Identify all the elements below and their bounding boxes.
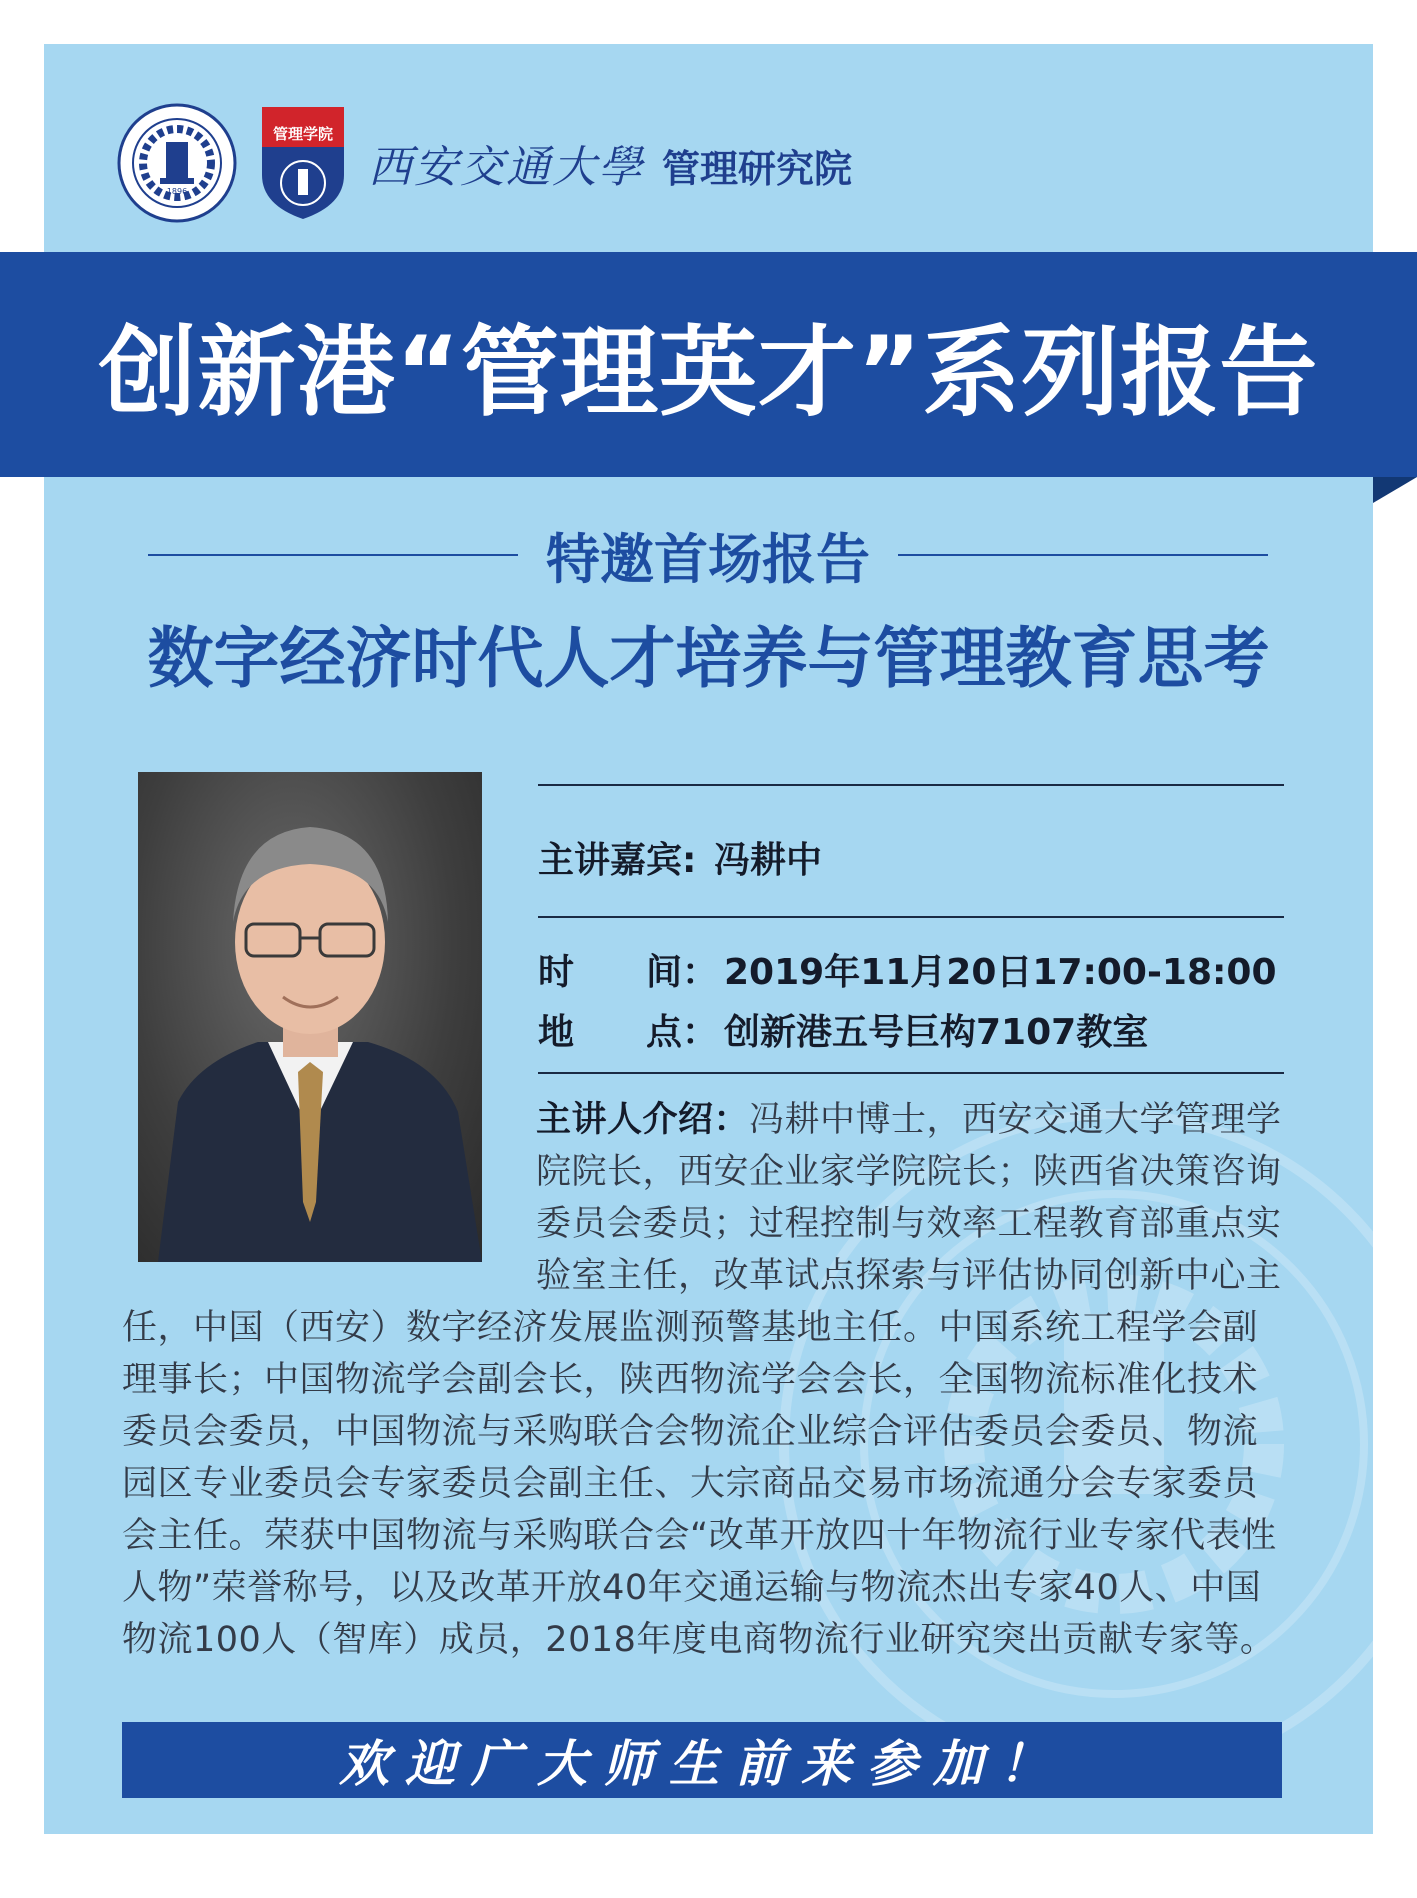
place-value: 创新港五号巨构7107教室 [724, 1012, 1149, 1053]
welcome-banner: 欢迎广大师生前来参加！ [122, 1722, 1282, 1798]
speaker-line [538, 832, 822, 883]
svg-text:管理学院: 管理学院 [272, 125, 334, 143]
bio-continued: 任，中国（西安）数字经济发展监测预警基地主任。中国系统工程学会副理事长；中国物流学会副会长，陕西物流学会会长，全国物流标准化技术委员会委员，中国物流与采购联合会物流企业综合评估委员会委员、物流园区专业委员会专家委员会副主任、大宗商品交易市场流通分会专家委员会主任。荣获中国物流与采购联合会“改革开放四十年物流行业专家代表性人物”荣誉称号，以及改革开放40年交通运输与物流杰出专家40人、中国物流100人（智库）成员，2018年度电商物流行业研究突出贡献专家等。 [122, 1308, 1277, 1660]
speaker-portrait-illustration [138, 772, 482, 1262]
svg-text:1896: 1896 [166, 187, 188, 196]
divider-right [898, 554, 1268, 556]
speaker-name: 冯耕中 [714, 840, 823, 881]
speaker-label: 主讲嘉宾: [538, 840, 697, 881]
rule-top [538, 784, 1284, 786]
rule-middle [538, 916, 1284, 918]
bio-intro [536, 1094, 1288, 1302]
series-title: 创新港“管理英才”系列报告 [98, 316, 1319, 430]
university-name: 西安交通大學 [368, 142, 644, 193]
bio-label: 主讲人介绍： [536, 1100, 750, 1140]
place-line [538, 1004, 1148, 1055]
department-name: 管理研究院 [662, 147, 853, 191]
talk-title: 数字经济时代人才培养与管理教育思考 [147, 620, 1270, 697]
time-label: 时 间： [538, 952, 719, 993]
time-line [538, 944, 1277, 995]
rule-bottom [538, 1072, 1284, 1074]
subheading: 特邀首场报告 [546, 527, 870, 591]
divider-left [148, 554, 518, 556]
header-logos [116, 98, 852, 228]
place-label: 地 点： [538, 1012, 719, 1053]
bio-first: 冯耕中博士，西安交通大学管理学院院长，西安企业家学院院长；陕西省决策咨询委员会委员；过程控制与效率工程教育部重点实验室主任，改革试点探索与评估协同创新中心主 [536, 1100, 1282, 1296]
time-value: 2019年11月20日17:00-18:00 [724, 952, 1277, 993]
xjtu-logo [116, 102, 238, 224]
brand [368, 131, 852, 195]
speaker-photo [138, 772, 482, 1262]
subheading-row [148, 520, 1268, 590]
title-band-fold [1373, 477, 1417, 503]
school-of-management-logo [260, 105, 346, 221]
